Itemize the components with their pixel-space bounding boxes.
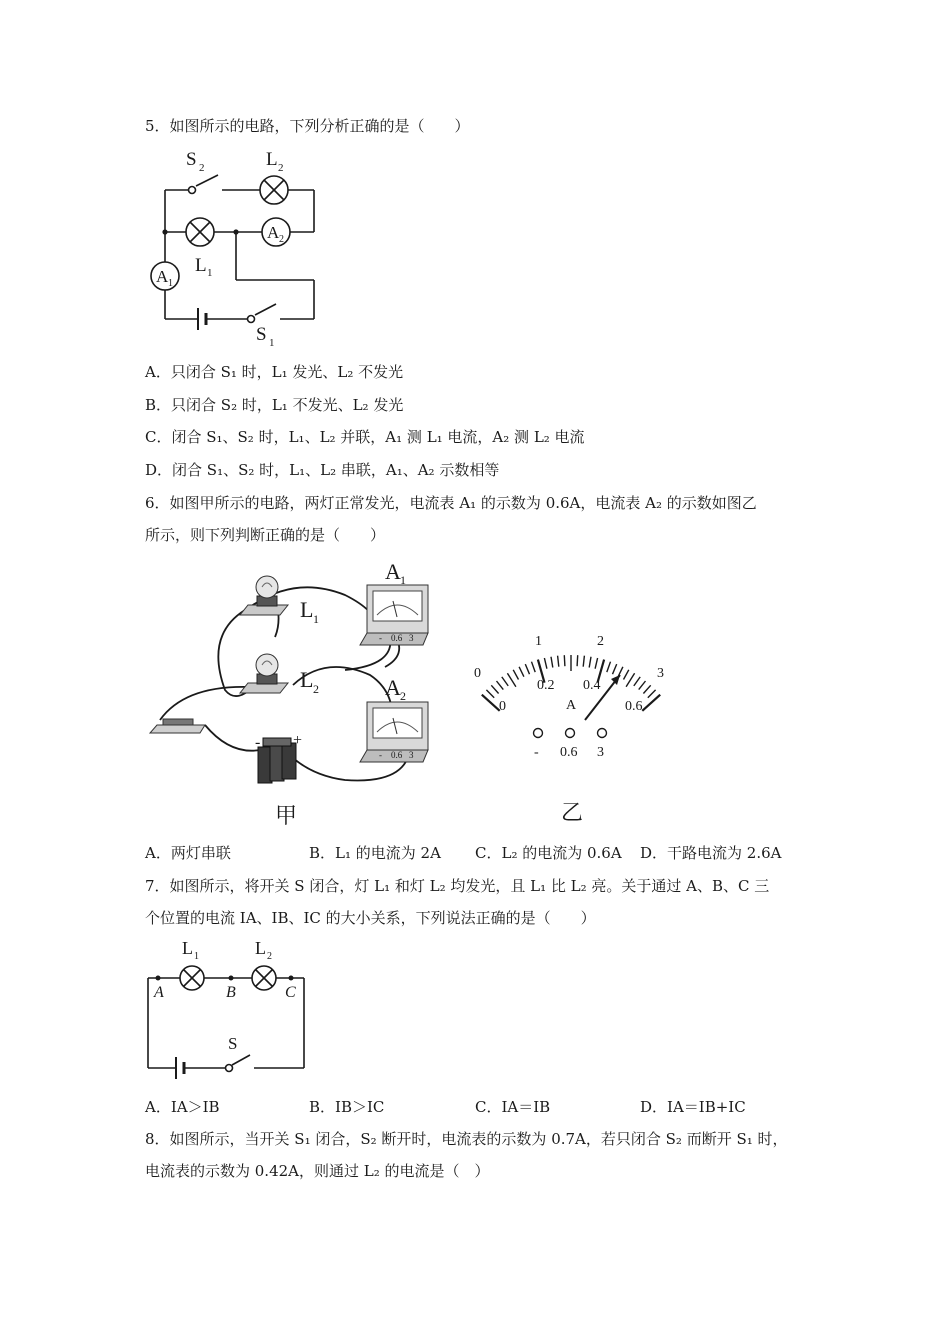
dial-bottom-02: 0.2	[537, 678, 555, 693]
q7-option-c: C．IA＝IB	[475, 1098, 551, 1116]
dial-tick	[564, 655, 565, 666]
q6-battery-minus: -	[255, 734, 261, 751]
terminal-label-06: 0.6	[560, 745, 578, 760]
q6-ammeter-dial-yi	[465, 625, 685, 830]
q6-a2-term-06: 0.6	[391, 750, 403, 760]
dial-tick	[626, 673, 635, 687]
q5-a2-label: A	[267, 223, 280, 242]
q5-l1-label: L	[195, 255, 207, 276]
q5-l1-sub: 1	[207, 267, 213, 279]
terminal-3	[598, 729, 607, 738]
q5-s1-sub: 1	[269, 337, 275, 349]
dial-top-0: 0	[474, 666, 481, 681]
q7-stem-line1: 7．如图所示，将开关 S 闭合，灯 L₁ 和灯 L₂ 均发光，且 L₁ 比 L₂ 亮。关于通过 A、B、C 三	[145, 877, 770, 895]
q6-option-d: D．干路电流为 2.6A	[640, 844, 782, 862]
terminal-06	[566, 729, 575, 738]
q6-a1-term-minus: -	[379, 633, 382, 643]
dial-tick	[634, 677, 640, 686]
battery-icon	[258, 738, 296, 783]
dial-bottom-06: 0.6	[625, 699, 643, 714]
dial-tick	[648, 690, 656, 698]
q5-option-d: D．闭合 S₁、S₂ 时，L₁、L₂ 串联，A₁、A₂ 示数相等	[145, 461, 500, 479]
q7-l2-label: L	[255, 938, 266, 958]
q5-a2-sub: 2	[279, 234, 284, 245]
dial-top-3: 3	[657, 666, 664, 681]
dial-tick	[544, 658, 547, 669]
dial-tick	[624, 670, 629, 680]
q5-circuit-diagram	[140, 145, 330, 355]
terminal-label-3: 3	[597, 745, 604, 760]
q7-stem-line2: 个位置的电流 IA、IB、IC 的大小关系，下列说法正确的是（ ）	[145, 909, 596, 927]
dial-tick	[595, 658, 598, 669]
q6-a1-sub: 1	[400, 573, 406, 587]
dial-tick	[642, 695, 660, 711]
dial-tick	[577, 655, 578, 666]
dial-tick	[589, 657, 591, 668]
dial-tick	[607, 662, 611, 672]
dial-tick	[583, 656, 584, 667]
q5-l2-label: L	[266, 149, 278, 170]
dial-tick	[519, 667, 524, 677]
q6-physical-circuit-figure-jia	[145, 555, 445, 830]
q7-l2-sub: 2	[267, 951, 272, 962]
q7-point-b: B	[226, 984, 236, 1001]
q6-stem-line1: 6．如图甲所示的电路，两灯正常发光，电流表 A₁ 的示数为 0.6A，电流表 A₂ 的示数如图乙	[145, 494, 757, 512]
dial-tick	[491, 685, 498, 693]
q5-s2-label: S	[186, 149, 197, 170]
knife-switch-icon	[150, 719, 205, 733]
q5-s1-label: S	[256, 324, 267, 345]
q8-stem-line1: 8．如图所示，当开关 S₁ 闭合，S₂ 断开时，电流表的示数为 0.7A，若只闭合 S₂ 而断开 S₁ 时，	[145, 1130, 788, 1148]
dial-tick	[482, 695, 500, 711]
q6-option-a: A．两灯串联	[145, 844, 231, 862]
q5-a1-label: A	[156, 267, 169, 286]
q7-options-row	[145, 1097, 845, 1117]
dial-tick	[507, 673, 516, 687]
q5-l2-sub: 2	[278, 162, 284, 174]
q5-a1-sub: 1	[168, 278, 173, 289]
q6-a1-term-3: 3	[409, 633, 414, 643]
q5-option-c: C．闭合 S₁、S₂ 时，L₁、L₂ 并联，A₁ 测 L₁ 电流，A₂ 测 L₂ 电流	[145, 428, 585, 446]
q7-option-a: A．IA＞IB	[145, 1098, 220, 1116]
dial-tick	[502, 677, 508, 686]
q5-option-a: A．只闭合 S₁ 时，L₁ 发光、L₂ 不发光	[145, 363, 404, 381]
q6-l1-sub: 1	[313, 612, 319, 626]
q7-l1-label: L	[182, 938, 193, 958]
q7-series-circuit-diagram	[140, 935, 320, 1085]
q6-stem-line2: 所示，则下列判断正确的是（ ）	[145, 526, 386, 544]
dial-tick	[497, 681, 504, 690]
q5-option-b: B．只闭合 S₂ 时，L₁ 不发光、L₂ 发光	[145, 396, 404, 414]
q6-a2-label: A	[385, 675, 401, 700]
dial-top-1: 1	[535, 634, 542, 649]
q6-a1-label: A	[385, 559, 401, 584]
dial-tick	[486, 690, 494, 698]
q6-l2-sub: 2	[313, 682, 319, 696]
q7-point-c: C	[285, 984, 296, 1001]
dial-tick	[643, 685, 650, 693]
q6-option-c: C．L₂ 的电流为 0.6A	[475, 844, 622, 862]
dial-tick	[513, 670, 518, 680]
dial-bottom-0: 0	[499, 699, 506, 714]
q6-options-row	[145, 843, 845, 863]
q7-option-d: D．IA＝IB+IC	[640, 1098, 746, 1116]
q7-option-b: B．IB＞IC	[309, 1098, 385, 1116]
dial-tick	[639, 681, 646, 690]
q6-a1-term-06: 0.6	[391, 633, 403, 643]
q6-a2-term-3: 3	[409, 750, 414, 760]
q6-fig-yi-label: 乙	[561, 800, 584, 825]
q6-option-b: B．L₁ 的电流为 2A	[309, 844, 441, 862]
q5-s2-sub: 2	[199, 162, 205, 174]
bulb-l2-icon	[240, 654, 288, 693]
dial-tick	[558, 656, 559, 667]
dial-tick	[551, 657, 553, 668]
q7-switch-label: S	[228, 1034, 238, 1053]
terminal-label-minus: -	[534, 745, 539, 760]
dial-tick	[525, 664, 529, 674]
q7-point-a: A	[154, 984, 164, 1001]
dial-bottom-04: 0.4	[583, 678, 601, 693]
q6-fig-jia-label: 甲	[275, 803, 298, 828]
dial-tick	[532, 662, 536, 672]
bulb-l1-icon	[240, 576, 288, 615]
dial-top-2: 2	[597, 634, 604, 649]
dial-tick	[613, 664, 617, 674]
q6-l2-label: L	[300, 667, 314, 692]
q6-a2-term-minus: -	[379, 750, 382, 760]
q7-l1-sub: 1	[194, 951, 199, 962]
q6-l1-label: L	[300, 597, 314, 622]
q5-stem: 5．如图所示的电路，下列分析正确的是（ ）	[145, 117, 470, 135]
q8-stem-line2: 电流表的示数为 0.42A，则通过 L₂ 的电流是（ ）	[145, 1162, 490, 1180]
dial-unit: A	[566, 698, 577, 713]
q6-battery-plus: +	[293, 732, 303, 749]
terminal-minus	[534, 729, 543, 738]
q6-a2-sub: 2	[400, 689, 406, 703]
